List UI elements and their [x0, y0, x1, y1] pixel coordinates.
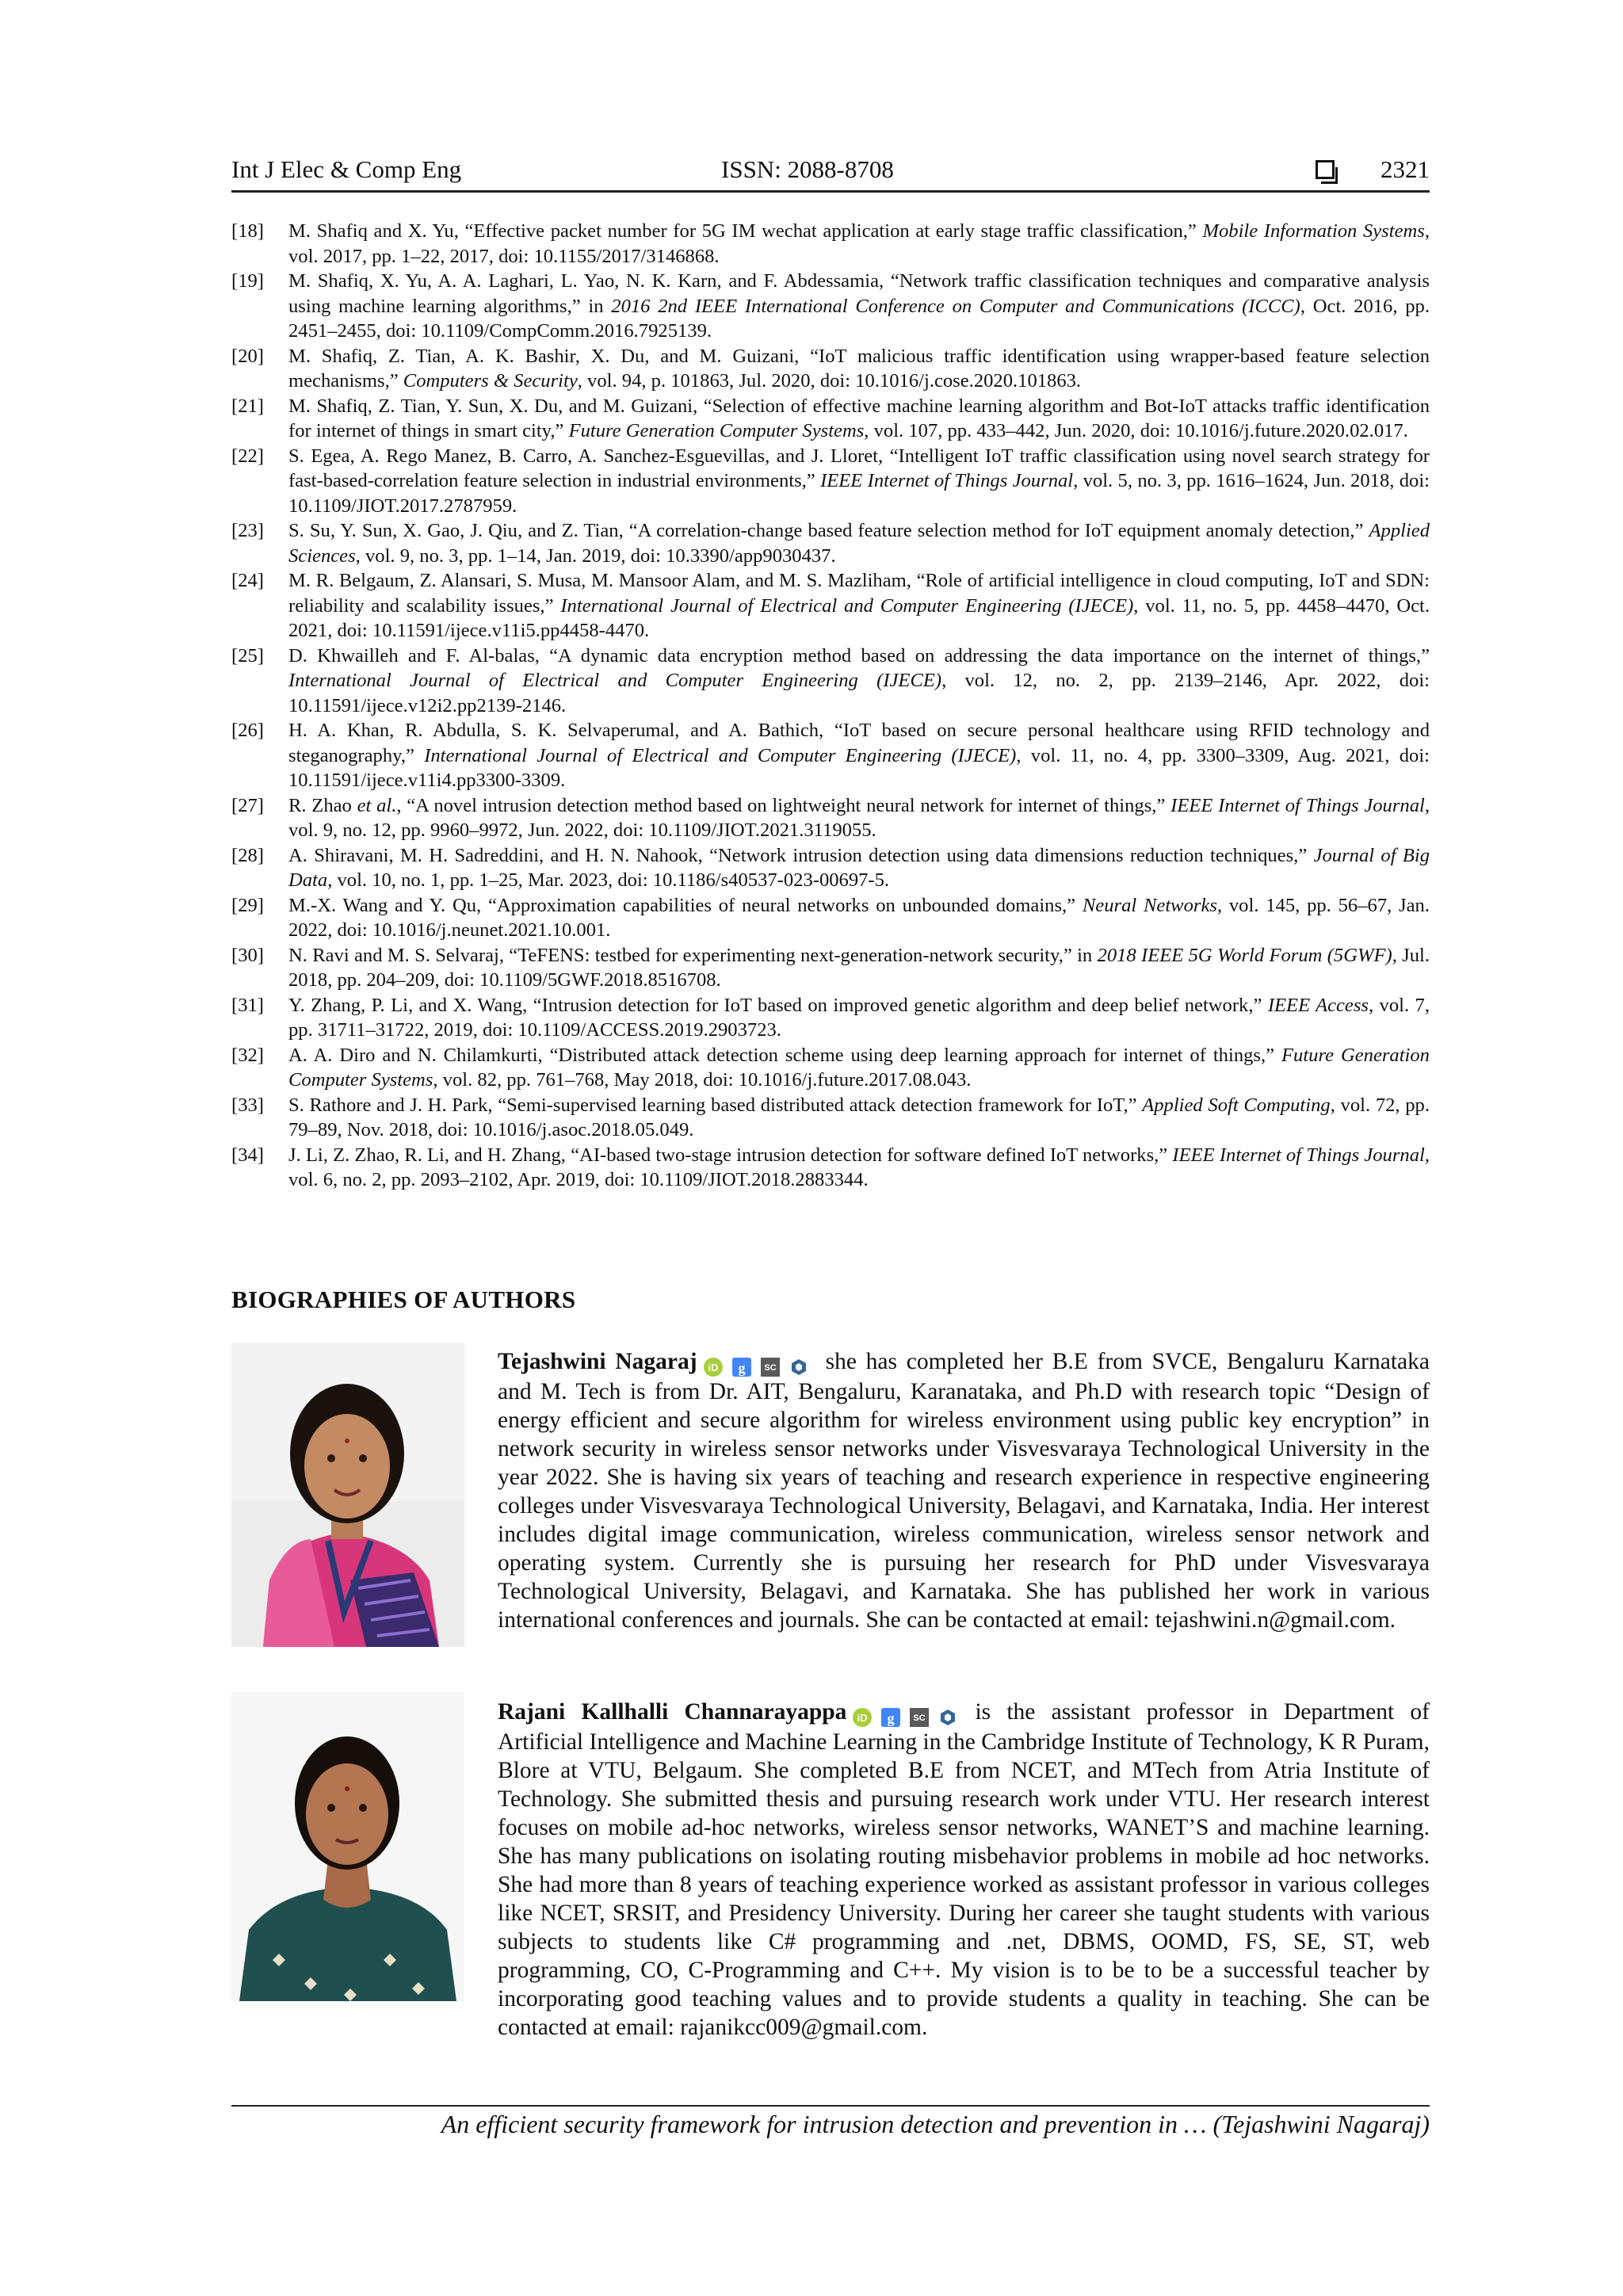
- reference-number: [21]: [231, 395, 264, 417]
- reference-venue: 2018 IEEE 5G World Forum (5GWF): [1097, 944, 1392, 966]
- reference-authors-title: H. A. Khan, R. Abdulla, S. K. Selvaperumal, and A. Bathich, “IoT based on secure personal healthcare using RFID technology and steganography,”: [288, 720, 1430, 766]
- reference-details: , vol. 9, no. 3, pp. 1–14, Jan. 2019, doi: 10.3390/app9030437.: [355, 544, 836, 567]
- reference-details: , vol. 72, pp. 79–89, Nov. 2018, doi: 10.1016/j.asoc.2018.05.049.: [288, 1094, 1430, 1140]
- svg-text:g: g: [887, 1710, 895, 1727]
- reference-authors-title: D. Khwailleh and F. Al-balas, “A dynamic data encryption method based on addressing the data importance on the internet of things,”: [288, 644, 1430, 667]
- reference-authors-title: S. Egea, A. Rego Manez, B. Carro, A. Sanchez-Esguevillas, and J. Lloret, “Intelligent IoT traffic classification using novel search strategy for fast-based-correlation feature selection in industrial environments,”: [288, 445, 1430, 491]
- reference-venue: Future Generation Computer Systems: [568, 420, 865, 441]
- reference-number: [29]: [231, 894, 264, 916]
- running-footer: An efficient security framework for intrusion detection and prevention in … (Tejashwini Nagaraj): [441, 2110, 1430, 2138]
- reference-text: [288, 394, 1430, 444]
- reference-venue: Future Generation Computer Systems: [288, 1044, 1430, 1091]
- reference-authors-title: M. Shafiq, Z. Tian, A. K. Bashir, X. Du, and M. Guizani, “IoT malicious traffic identification using wrapper-based feature selection mechanisms,”: [288, 345, 1430, 392]
- author-bio-text: she has completed her B.E from SVCE, Bengaluru Karnataka and M. Tech is from Dr. AIT, Bengaluru, Karanataka, and Ph.D with research topic “Design of energy efficient and secure algorithm for wireless environment using public key encryption” in network security in wireless sensor networks under Visvesvaraya Technological University in the year 2022. She is having six years of teaching and research experience in respective engineering colleges under Visvesvaraya Technological University, Belagavi, and Karnataka, India. Her interest includes digital image communication, wireless communication, wireless sensor network and operating system. Currently she is pursuing her research for PhD under Visvesvaraya Technological University, Belagavi, and Karnataka. She has published her work in various international conferences and journals. She can be contacted at email: tejashwini.n@gmail.com.: [498, 1349, 1430, 1633]
- reference-item: [231, 1143, 1430, 1193]
- references-list: [231, 219, 1430, 1193]
- reference-number: [24]: [231, 570, 264, 591]
- biographies-heading: BIOGRAPHIES OF AUTHORS: [231, 1286, 576, 1313]
- page-number: 2321: [1381, 155, 1430, 183]
- reference-venue: IEEE Internet of Things Journal: [820, 470, 1074, 491]
- profile-links: [704, 1349, 818, 1377]
- reference-number: [30]: [231, 944, 264, 966]
- author-bio-text: is the assistant professor in Department of Artificial Intelligence and Machine Learning in the Cambridge Institute of Technology, K R Puram, Blore at VTU, Belgaum. She completed B.E from NCET, and MTech from Atria Institute of Technology. She submitted thesis and pursuing research work under VTU. Her research interest focuses on mobile ad-hoc networks, wireless sensor networks, WANET’S and machine learning. She has many publications on isolating routing misbehavior problems in mobile ad hoc networks. She had more than 8 years of teaching experience worked as assistant professor in various colleges like NCET, SRSIT, and Presidency University. During her career she taught students with various subjects to students like C# programming and .net, DBMS, OOMD, FS, SE, ST, web programming, CO, C-Programming and C++. My vision is to be to be a successful teacher by incorporating good teaching values and to provide students a quality in teaching. She can be contacted at email: rajanikcc009@gmail.com.: [498, 1699, 1430, 2040]
- reference-venue: Applied Soft Computing: [1142, 1094, 1331, 1116]
- reference-item: [231, 843, 1430, 893]
- reference-number: [27]: [231, 794, 264, 816]
- reference-authors-title: N. Ravi and M. S. Selvaraj, “TeFENS: testbed for experimenting next-generation-network security,” in: [288, 944, 1098, 966]
- reference-text: [288, 518, 1430, 568]
- reference-item: [231, 1093, 1430, 1143]
- reference-text: [288, 568, 1430, 644]
- reference-item: [231, 718, 1430, 793]
- reference-text: [288, 644, 1430, 719]
- reference-details: , Jul. 2018, pp. 204–209, doi: 10.1109/5GWF.2018.8516708.: [288, 944, 1430, 991]
- reference-details: , vol. 12, no. 2, pp. 2139–2146, Apr. 2022, doi: 10.11591/ijece.v12i2.pp2139-2146.: [288, 670, 1430, 716]
- google-scholar-icon[interactable]: [732, 1355, 751, 1377]
- reference-venue: Computers & Security: [403, 370, 578, 392]
- reference-venue: Mobile Information Systems: [1202, 220, 1425, 242]
- reference-venue: Applied Sciences: [288, 520, 1430, 567]
- author-photo-1: [231, 1343, 464, 1647]
- reference-venue: International Journal of Electrical and Computer Engineering (IJECE): [424, 744, 1017, 766]
- reference-number: [28]: [231, 844, 264, 866]
- publons-icon[interactable]: [938, 1706, 957, 1725]
- reference-number: [22]: [231, 445, 264, 467]
- reference-number: [33]: [231, 1094, 264, 1116]
- reference-text: [288, 993, 1430, 1043]
- reference-number: [26]: [231, 720, 264, 741]
- reference-venue: IEEE Internet of Things Journal: [1170, 794, 1425, 816]
- reference-item: [231, 793, 1430, 843]
- reference-text: [288, 943, 1430, 993]
- reference-venue: International Journal of Electrical and Computer Engineering (IJECE): [288, 670, 942, 691]
- reference-text: [288, 344, 1430, 394]
- reference-number: [20]: [231, 345, 264, 367]
- reference-text: [288, 269, 1430, 344]
- google-scholar-icon[interactable]: [881, 1706, 900, 1725]
- publons-icon[interactable]: [789, 1355, 808, 1374]
- reference-authors-title: Y. Zhang, P. Li, and X. Wang, “Intrusion detection for IoT based on improved genetic algorithm and deep belief network,”: [288, 994, 1268, 1016]
- reference-details: , vol. 9, no. 12, pp. 9960–9972, Jun. 2022, doi: 10.1109/JIOT.2021.3119055.: [288, 794, 1430, 841]
- reference-authors-title: M. Shafiq and X. Yu, “Effective packet number for 5G IM wechat application at early stage traffic classification,”: [288, 220, 1203, 242]
- reference-item: [231, 893, 1430, 943]
- reference-item: [231, 943, 1430, 993]
- reference-number: [23]: [231, 520, 264, 541]
- reference-text: [288, 843, 1430, 893]
- issn: ISSN: 2088-8708: [721, 155, 894, 183]
- svg-text:iD: iD: [857, 1712, 868, 1725]
- reference-number: [34]: [231, 1144, 264, 1166]
- reference-number: [18]: [231, 220, 264, 242]
- reference-details: , vol. 82, pp. 761–768, May 2018, doi: 10.1016/j.future.2017.08.043.: [433, 1069, 972, 1091]
- reference-item: [231, 568, 1430, 644]
- reference-item: [231, 219, 1430, 269]
- reference-venue: Neural Networks: [1082, 894, 1217, 916]
- running-header: [231, 155, 1430, 190]
- author-photo-2: [231, 1692, 464, 2001]
- reference-text: [288, 793, 1430, 843]
- reference-details: , vol. 6, no. 2, pp. 2093–2102, Apr. 2019, doi: 10.1109/JIOT.2018.2883344.: [288, 1144, 1430, 1190]
- orcid-icon[interactable]: [853, 1706, 872, 1725]
- reference-authors-title: M.-X. Wang and Y. Qu, “Approximation capabilities of neural networks on unbounded domains,”: [288, 894, 1083, 916]
- reference-authors-title: A. A. Diro and N. Chilamkurti, “Distributed attack detection scheme using deep learning approach for internet of things,”: [288, 1044, 1281, 1066]
- header-rule: [231, 190, 1430, 193]
- author-bio-2: [498, 1698, 1430, 2042]
- reference-authors-title: M. Shafiq, X. Yu, A. A. Laghari, L. Yao, N. K. Karn, and F. Abdessamia, “Network traffic classification techniques and comparative analysis using machine learning algorithms,” in: [288, 270, 1430, 317]
- checkbox-icon: [1316, 160, 1335, 179]
- reference-details: , vol. 10, no. 1, pp. 1–25, Mar. 2023, doi: 10.1186/s40537-023-00697-5.: [327, 869, 890, 891]
- reference-authors-title: R. Zhao: [288, 794, 357, 816]
- reference-title: , “A novel intrusion detection method based on lightweight neural network for internet of things,”: [396, 794, 1171, 816]
- reference-text: [288, 219, 1430, 269]
- reference-authors-title: M. R. Belgaum, Z. Alansari, S. Musa, M. Mansoor Alam, and M. S. Mazliham, “Role of artificial intelligence in cloud computing, IoT and SDN: reliability and scalability issues,”: [288, 570, 1430, 617]
- reference-number: [31]: [231, 994, 264, 1016]
- reference-venue: IEEE Access: [1267, 994, 1369, 1016]
- svg-text:iD: iD: [708, 1362, 719, 1374]
- profile-links: [853, 1699, 967, 1728]
- author-name: Rajani Kallhalli Channarayappa: [498, 1699, 847, 1725]
- reference-details: , vol. 2017, pp. 1–22, 2017, doi: 10.1155/2017/3146868.: [288, 220, 1430, 267]
- reference-authors-title: S. Rathore and J. H. Park, “Semi-supervised learning based distributed attack detection framework for IoT,”: [288, 1094, 1143, 1116]
- reference-item: [231, 518, 1430, 568]
- reference-text: [288, 1143, 1430, 1193]
- scopus-icon[interactable]: [761, 1355, 780, 1374]
- reference-venue: 2016 2nd IEEE International Conference on Computer and Communications (ICCC): [611, 295, 1300, 317]
- svg-text:g: g: [738, 1360, 746, 1377]
- reference-item: [231, 344, 1430, 394]
- reference-details: , vol. 11, no. 5, pp. 4458–4470, Oct. 2021, doi: 10.11591/ijece.v11i5.pp4458-4470.: [288, 594, 1430, 641]
- journal-name: Int J Elec & Comp Eng: [231, 155, 462, 183]
- reference-item: [231, 644, 1430, 719]
- reference-details: , vol. 94, p. 101863, Jul. 2020, doi: 10.1016/j.cose.2020.101863.: [577, 370, 1082, 392]
- reference-venue: Journal of Big Data: [288, 844, 1430, 891]
- reference-text: [288, 1043, 1430, 1093]
- svg-text:SC: SC: [763, 1363, 777, 1373]
- reference-item: [231, 444, 1430, 519]
- reference-details: , vol. 5, no. 3, pp. 1616–1624, Jun. 2018, doi: 10.1109/JIOT.2017.2787959.: [288, 470, 1430, 517]
- reference-authors-title: J. Li, Z. Zhao, R. Li, and H. Zhang, “AI-based two-stage intrusion detection for software defined IoT networks,”: [288, 1144, 1173, 1166]
- footer-rule: [231, 2105, 1430, 2107]
- svg-text:SC: SC: [913, 1713, 926, 1724]
- orcid-icon[interactable]: [704, 1355, 723, 1374]
- author-name: Tejashwini Nagaraj: [498, 1349, 697, 1374]
- reference-number: [25]: [231, 644, 264, 667]
- reference-text: [288, 1093, 1430, 1143]
- reference-item: [231, 269, 1430, 344]
- reference-venue: IEEE Internet of Things Journal: [1172, 1144, 1425, 1166]
- reference-item: [231, 993, 1430, 1043]
- reference-number: [32]: [231, 1044, 264, 1066]
- reference-details: , vol. 7, pp. 31711–31722, 2019, doi: 10.1109/ACCESS.2019.2903723.: [288, 994, 1430, 1041]
- reference-authors-title: A. Shiravani, M. H. Sadreddini, and H. N. Nahook, “Network intrusion detection using data dimensions reduction techniques,”: [288, 844, 1314, 866]
- reference-text: [288, 444, 1430, 519]
- author-bio-1: [498, 1347, 1430, 1634]
- reference-authors-title: M. Shafiq, Z. Tian, Y. Sun, X. Du, and M. Guizani, “Selection of effective machine learning algorithm and Bot-IoT attacks traffic identification for internet of things in smart city,”: [288, 395, 1430, 441]
- reference-details: , Oct. 2016, pp. 2451–2455, doi: 10.1109/CompComm.2016.7925139.: [288, 295, 1430, 342]
- reference-venue: International Journal of Electrical and Computer Engineering (IJECE): [560, 594, 1134, 617]
- reference-authors-title: S. Su, Y. Sun, X. Gao, J. Qiu, and Z. Tian, “A correlation-change based feature selection method for IoT equipment anomaly detection,”: [288, 520, 1369, 541]
- reference-text: [288, 893, 1430, 943]
- reference-details: , vol. 145, pp. 56–67, Jan. 2022, doi: 10.1016/j.neunet.2021.10.001.: [288, 894, 1430, 941]
- reference-item: [231, 1043, 1430, 1093]
- reference-details: , vol. 107, pp. 433–442, Jun. 2020, doi: 10.1016/j.future.2020.02.017.: [864, 420, 1408, 441]
- reference-text: [288, 718, 1430, 793]
- reference-number: [19]: [231, 270, 264, 292]
- scopus-icon[interactable]: [910, 1706, 929, 1725]
- reference-item: [231, 394, 1430, 444]
- reference-et-al: et al.: [357, 794, 397, 816]
- reference-details: , vol. 11, no. 4, pp. 3300–3309, Aug. 2021, doi: 10.11591/ijece.v11i4.pp3300-3309.: [288, 744, 1430, 791]
